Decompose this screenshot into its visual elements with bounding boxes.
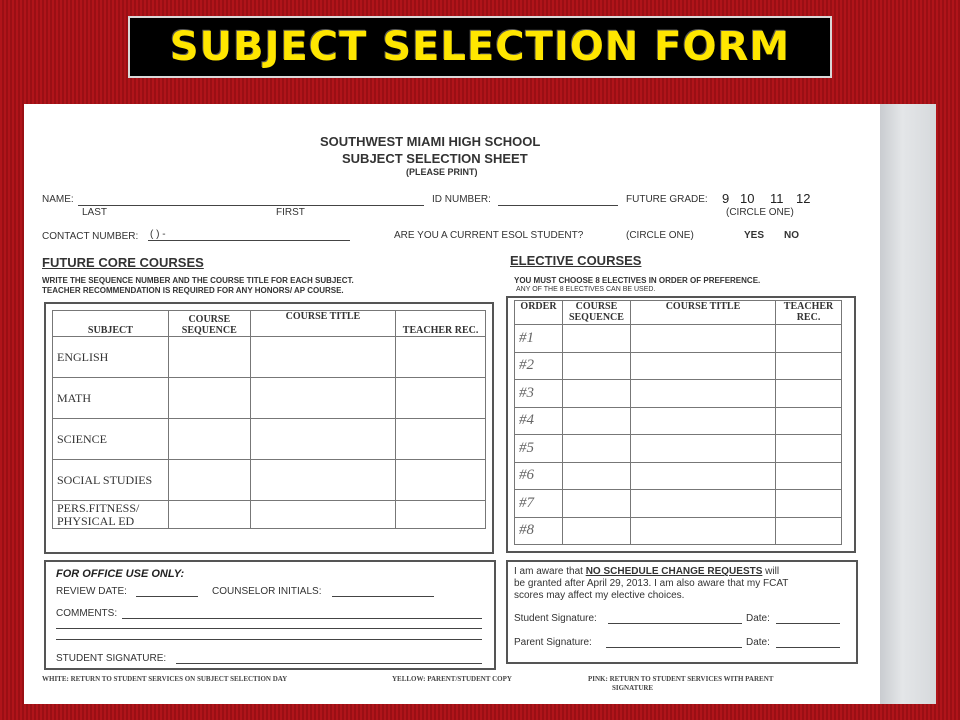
- elective-order-2: #2: [515, 352, 563, 380]
- elective-teacher-cell[interactable]: [776, 380, 842, 408]
- student-signature-label: STUDENT SIGNATURE:: [56, 653, 167, 664]
- elective-instruction-1: YOU MUST CHOOSE 8 ELECTIVES IN ORDER OF PREFERENCE.: [514, 276, 761, 285]
- grade-9[interactable]: 9: [722, 191, 730, 206]
- elective-header-sequence: COURSE SEQUENCE: [562, 301, 630, 325]
- elective-instruction-2: ANY OF THE 8 ELECTIVES CAN BE USED.: [516, 286, 656, 293]
- awareness-bold: NO SCHEDULE CHANGE REQUESTS: [585, 566, 763, 577]
- esol-yes[interactable]: YES: [744, 230, 765, 241]
- awareness-line-2: be granted after April 29, 2013. I am also aware that my FCAT: [514, 578, 789, 589]
- elective-teacher-cell[interactable]: [776, 435, 842, 463]
- student-date-line[interactable]: [776, 623, 840, 624]
- student-signature-line[interactable]: [176, 663, 482, 664]
- contact-label: CONTACT NUMBER:: [42, 231, 139, 242]
- core-subject-english: ENGLISH: [53, 337, 169, 378]
- core-sequence-cell[interactable]: [168, 460, 250, 501]
- elective-courses-table: [514, 300, 842, 545]
- id-line[interactable]: [498, 205, 618, 206]
- core-teacher-cell[interactable]: [396, 378, 486, 419]
- grade-circle-one: (CIRCLE ONE): [726, 207, 794, 218]
- awareness-line-1: [514, 566, 779, 577]
- parent-date-label: Date:: [746, 637, 770, 648]
- grade-label: FUTURE GRADE:: [626, 194, 708, 205]
- footer-pink-1: PINK: RETURN TO STUDENT SERVICES WITH PARENT: [588, 675, 774, 683]
- contact-line[interactable]: [148, 240, 350, 241]
- awareness-pre: I am aware that: [514, 566, 586, 577]
- parent-sig-line[interactable]: [606, 647, 742, 648]
- core-subject-math: MATH: [53, 378, 169, 419]
- core-header-teacher: TEACHER REC.: [396, 311, 486, 337]
- first-label: FIRST: [276, 207, 305, 218]
- grade-10[interactable]: 10: [740, 191, 755, 206]
- please-print: (PLEASE PRINT): [406, 167, 478, 177]
- elective-sequence-cell[interactable]: [562, 462, 630, 490]
- core-title-cell[interactable]: [250, 378, 395, 419]
- footer-pink-2: SIGNATURE: [612, 684, 654, 692]
- table-row: [515, 407, 842, 435]
- name-line[interactable]: [78, 205, 424, 206]
- grade-12[interactable]: 12: [796, 191, 811, 206]
- elective-header-order: ORDER: [515, 301, 563, 325]
- grade-11[interactable]: 11: [770, 191, 784, 206]
- table-row: [515, 380, 842, 408]
- elective-title-cell[interactable]: [630, 352, 775, 380]
- core-teacher-cell[interactable]: [396, 419, 486, 460]
- banner-title: SUBJECT SELECTION FORM: [169, 24, 791, 70]
- table-row: [515, 490, 842, 518]
- awareness-line-3: scores may affect my elective choices.: [514, 590, 685, 601]
- review-date-label: REVIEW DATE:: [56, 586, 127, 597]
- elective-sequence-cell[interactable]: [562, 407, 630, 435]
- elective-title-cell[interactable]: [630, 490, 775, 518]
- elective-teacher-cell[interactable]: [776, 325, 842, 353]
- core-sequence-cell[interactable]: [168, 501, 250, 529]
- elective-header-title: COURSE TITLE: [630, 301, 775, 325]
- parent-sig-label: Parent Signature:: [514, 637, 592, 648]
- sheet-title: SUBJECT SELECTION SHEET: [342, 151, 528, 166]
- elective-title-cell[interactable]: [630, 380, 775, 408]
- elective-order-8: #8: [515, 517, 563, 545]
- elective-order-5: #5: [515, 435, 563, 463]
- elective-sequence-cell[interactable]: [562, 490, 630, 518]
- paper-edge: [880, 104, 936, 704]
- table-row: [53, 378, 486, 419]
- core-instruction-2: TEACHER RECOMMENDATION IS REQUIRED FOR ANY HONORS/ AP COURSE.: [42, 286, 344, 295]
- name-label: NAME:: [42, 194, 74, 205]
- core-teacher-cell[interactable]: [396, 337, 486, 378]
- comments-line-2[interactable]: [56, 628, 482, 629]
- elective-sequence-cell[interactable]: [562, 517, 630, 545]
- core-subject-social-studies: SOCIAL STUDIES: [53, 460, 169, 501]
- elective-title-cell[interactable]: [630, 435, 775, 463]
- footer-white: WHITE: RETURN TO STUDENT SERVICES ON SUBJECT SELECTION DAY: [42, 675, 288, 683]
- esol-circle-one: (CIRCLE ONE): [626, 230, 694, 241]
- student-sig-label: Student Signature:: [514, 613, 597, 624]
- elective-title: ELECTIVE COURSES: [510, 253, 642, 268]
- review-date-line[interactable]: [136, 596, 198, 597]
- table-row: [515, 517, 842, 545]
- elective-sequence-cell[interactable]: [562, 352, 630, 380]
- core-sequence-cell[interactable]: [168, 337, 250, 378]
- elective-sequence-cell[interactable]: [562, 435, 630, 463]
- esol-question: ARE YOU A CURRENT ESOL STUDENT?: [394, 230, 584, 241]
- elective-order-7: #7: [515, 490, 563, 518]
- core-title-cell[interactable]: [250, 419, 395, 460]
- title-banner: [128, 16, 832, 78]
- elective-title-cell[interactable]: [630, 407, 775, 435]
- comments-label: COMMENTS:: [56, 608, 118, 619]
- student-date-label: Date:: [746, 613, 770, 624]
- table-row: [53, 501, 486, 529]
- table-row: [515, 435, 842, 463]
- core-title-cell[interactable]: [250, 337, 395, 378]
- table-row: [515, 325, 842, 353]
- footer-yellow: YELLOW: PARENT/STUDENT COPY: [392, 675, 512, 683]
- school-name: SOUTHWEST MIAMI HIGH SCHOOL: [320, 134, 541, 149]
- elective-teacher-cell[interactable]: [776, 407, 842, 435]
- elective-header-teacher: TEACHER REC.: [776, 301, 842, 325]
- table-row: [53, 337, 486, 378]
- office-title: FOR OFFICE USE ONLY:: [56, 568, 185, 580]
- form-sheet: [24, 104, 880, 704]
- elective-order-4: #4: [515, 407, 563, 435]
- elective-order-3: #3: [515, 380, 563, 408]
- table-row: [515, 462, 842, 490]
- core-header-sequence: COURSE SEQUENCE: [168, 311, 250, 337]
- awareness-post: will: [762, 566, 780, 577]
- elective-teacher-cell[interactable]: [776, 352, 842, 380]
- core-title-cell[interactable]: [250, 460, 395, 501]
- counselor-initials-line[interactable]: [332, 596, 434, 597]
- core-subject-pe: PERS.FITNESS/ PHYSICAL ED: [53, 501, 169, 529]
- elective-sequence-cell[interactable]: [562, 325, 630, 353]
- core-sequence-cell[interactable]: [168, 419, 250, 460]
- core-teacher-cell[interactable]: [396, 460, 486, 501]
- elective-order-6: #6: [515, 462, 563, 490]
- table-row: [53, 460, 486, 501]
- comments-line-1[interactable]: [122, 618, 482, 619]
- contact-format: ( ) -: [150, 229, 166, 240]
- core-header-subject: SUBJECT: [53, 311, 169, 337]
- elective-teacher-cell[interactable]: [776, 490, 842, 518]
- esol-no[interactable]: NO: [784, 230, 799, 241]
- student-sig-line[interactable]: [608, 623, 742, 624]
- elective-order-1: #1: [515, 325, 563, 353]
- core-instruction-1: WRITE THE SEQUENCE NUMBER AND THE COURSE TITLE FOR EACH SUBJECT.: [42, 276, 354, 285]
- comments-line-3[interactable]: [56, 639, 482, 640]
- elective-teacher-cell[interactable]: [776, 517, 842, 545]
- core-sequence-cell[interactable]: [168, 378, 250, 419]
- parent-date-line[interactable]: [776, 647, 840, 648]
- elective-sequence-cell[interactable]: [562, 380, 630, 408]
- core-subject-science: SCIENCE: [53, 419, 169, 460]
- table-row: [515, 352, 842, 380]
- id-label: ID NUMBER:: [432, 194, 491, 205]
- elective-teacher-cell[interactable]: [776, 462, 842, 490]
- core-header-title: COURSE TITLE: [250, 311, 395, 337]
- core-title-cell[interactable]: [250, 501, 395, 529]
- core-title: FUTURE CORE COURSES: [42, 255, 204, 270]
- counselor-initials-label: COUNSELOR INITIALS:: [212, 586, 322, 597]
- core-teacher-cell[interactable]: [396, 501, 486, 529]
- elective-title-cell[interactable]: [630, 325, 775, 353]
- elective-title-cell[interactable]: [630, 517, 775, 545]
- table-row: [53, 419, 486, 460]
- last-label: LAST: [82, 207, 108, 218]
- core-courses-table: [52, 310, 486, 529]
- elective-title-cell[interactable]: [630, 462, 775, 490]
